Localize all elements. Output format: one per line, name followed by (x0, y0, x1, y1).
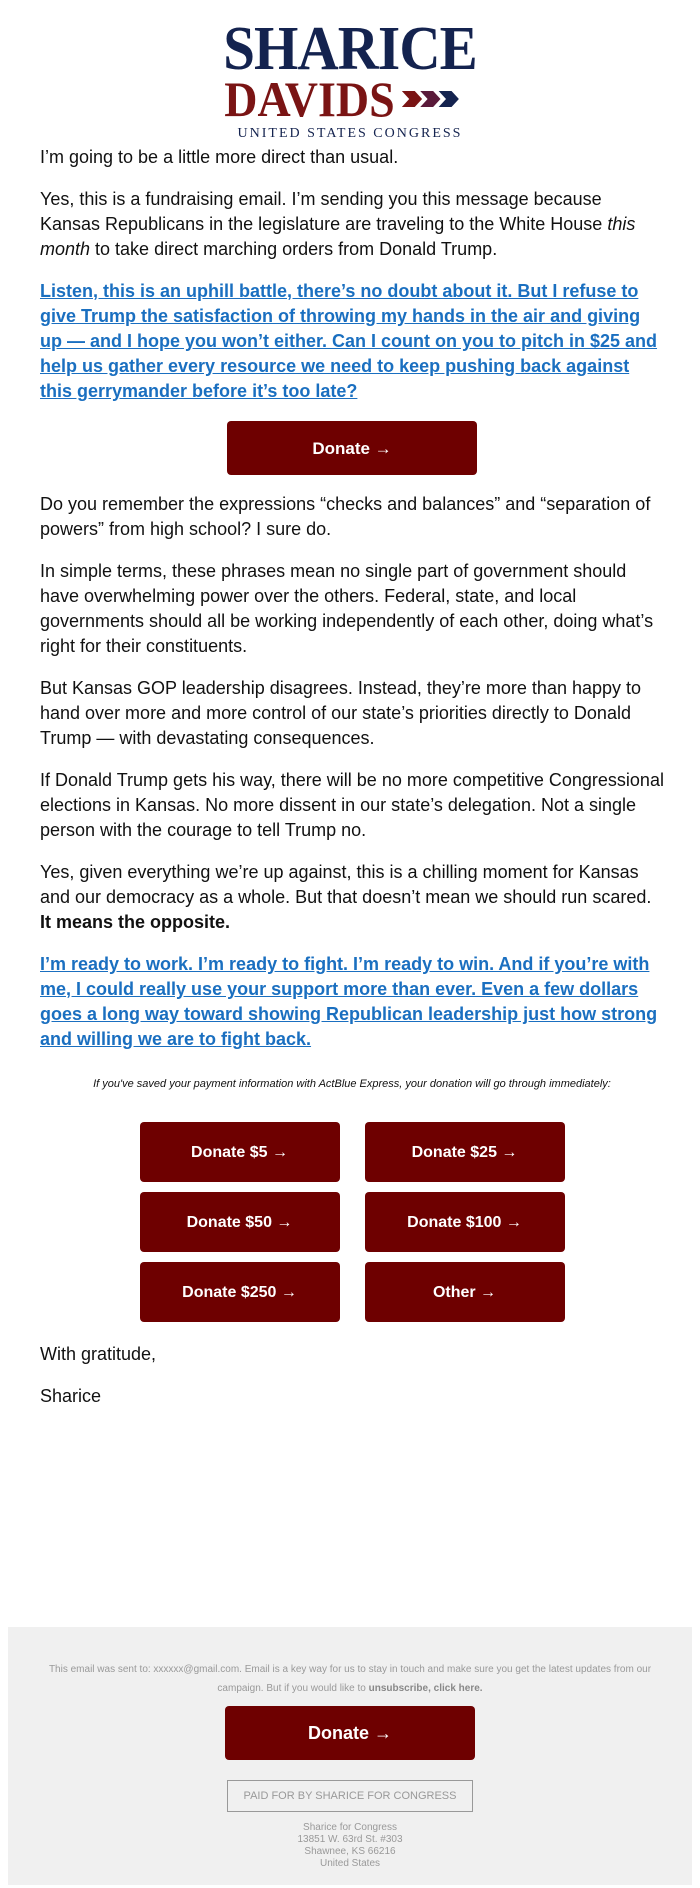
logo (0, 15, 700, 142)
donate-100-button[interactable]: Donate $100 → (365, 1192, 565, 1252)
emphasis: this month (40, 214, 636, 259)
paragraph: I’m going to be a little more direct than usual. (40, 147, 399, 167)
donation-amounts (40, 1122, 664, 1322)
donate-link-25[interactable]: Listen, this is an uphill battle, there’s no doubt about it. But I refuse to give Trump the satisfaction of throwing my hands in the air and giving up — and I hope you won’t either. Can I count on you to pitch in $25 and help us gather every resource we need to keep pushing back against this gerrymander before it’s too late? (40, 281, 658, 401)
donate-25-button[interactable]: Donate $25 → (365, 1122, 565, 1182)
text: to take direct marching orders from Donald Trump. (90, 239, 498, 259)
paid-for-disclaimer: PAID FOR BY SHARICE FOR CONGRESS (227, 1780, 473, 1812)
address-line: 13851 W. 63rd St. #303 (297, 1834, 403, 1845)
address-line: Sharice for Congress (303, 1822, 397, 1833)
footer-notice (48, 1660, 652, 1698)
text: Yes, this is a fundraising email. I’m sending you this message because Kansas Republicans in the legislature are traveling to the White House (40, 189, 608, 234)
bold-text: It means the opposite. (40, 912, 231, 932)
logo-name-last-row (224, 71, 462, 127)
paragraph: But Kansas GOP leadership disagrees. Instead, they’re more than happy to hand over more and more control of our state’s priorities directly to Donald Trump — with devastating consequences. (40, 678, 642, 748)
chevrons-icon (402, 88, 461, 110)
support-link[interactable]: I’m ready to work. I’m ready to fight. I’m ready to win. And if you’re with me, I could really use your support more than ever. Even a few dollars goes a long way toward showing Republican leadership just how strong and willing we are to fight back. (40, 954, 658, 1049)
donate-250-button[interactable]: Donate $250 → (140, 1262, 340, 1322)
address-line: United States (319, 1858, 381, 1869)
signature: Sharice (40, 1386, 102, 1406)
donate-50-button[interactable]: Donate $50 → (140, 1192, 340, 1252)
logo-name-last: DAVIDS (224, 71, 396, 127)
email-body (40, 145, 664, 1426)
closing: With gratitude, (40, 1344, 157, 1364)
paragraph (40, 187, 664, 262)
paragraph: Do you remember the expressions “checks and balances” and “separation of powers” from high school? I sure do. (40, 494, 651, 539)
donate-other-button[interactable]: Other → (365, 1262, 565, 1322)
address-line: Shawnee, KS 66216 (304, 1846, 396, 1857)
unsubscribe-link[interactable]: unsubscribe, click here. (368, 1683, 483, 1694)
logo-subtitle: UNITED STATES CONGRESS (237, 126, 463, 141)
actblue-note: If you've saved your payment information with ActBlue Express, your donation will go through immediately: (93, 1078, 611, 1090)
text: This email was sent to: xxxxxx@gmail.com. Email is a key way for us to stay in touch and make sure you get the latest updates from our campaign. But if you would like to (48, 1664, 652, 1694)
address (8, 1822, 692, 1870)
paragraph: If Donald Trump gets his way, there will be no more competitive Congressional elections in Kansas. No more dissent in our state’s delegation. Not a single person with the courage to tell Trump no. (40, 770, 664, 840)
donate-button[interactable]: Donate → (227, 421, 477, 475)
text: Yes, given everything we’re up against, this is a chilling moment for Kansas and our democracy as a whole. But that doesn’t mean we should run scared. (40, 862, 652, 907)
footer (8, 1627, 692, 1885)
logo-name-first: SHARICE (223, 15, 477, 83)
paragraph (40, 860, 664, 935)
donate-5-button[interactable]: Donate $5 → (140, 1122, 340, 1182)
paragraph: In simple terms, these phrases mean no single part of government should have overwhelming power over the others. Federal, state, and local governments should all be working independently of each other, doing what’s right for their constituents. (40, 561, 654, 656)
footer-donate-button[interactable]: Donate → (225, 1706, 475, 1760)
